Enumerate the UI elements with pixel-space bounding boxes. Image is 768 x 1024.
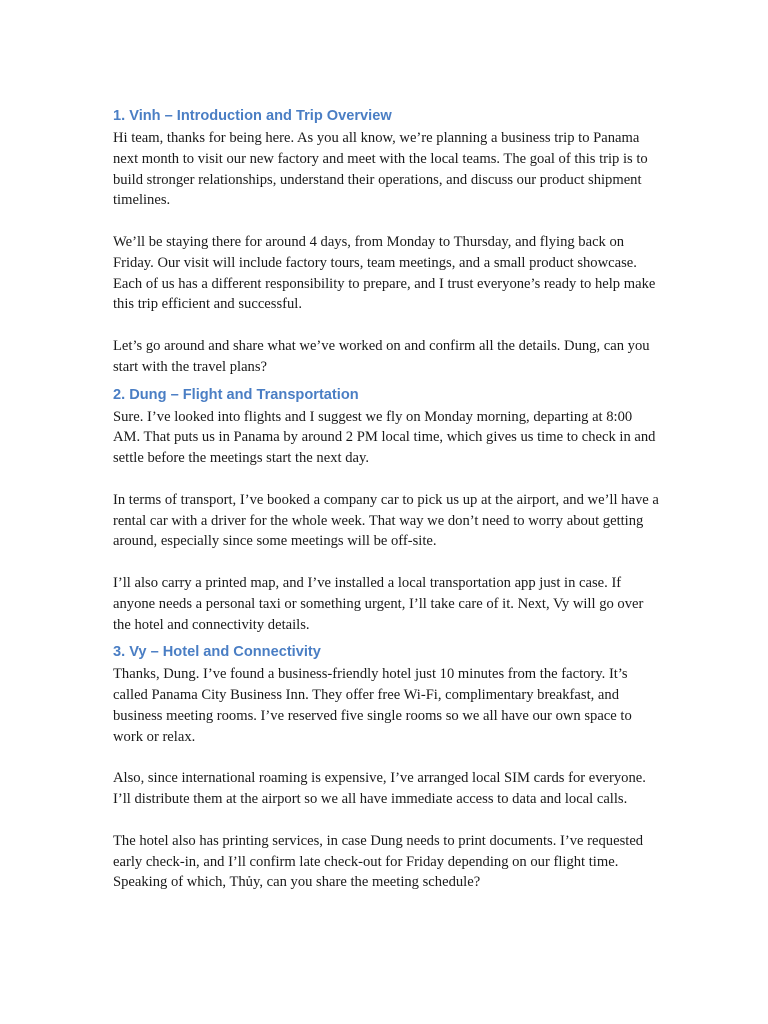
paragraph: Also, since international roaming is expensive, I’ve arranged local SIM cards for everyone. I’ll distribute them at the airport so we all have immediate access to data and local calls. (113, 770, 646, 808)
paragraph: In terms of transport, I’ve booked a company car to pick us up at the airport, and we’ll have a rental car with a driver for the whole week. That way we don’t need to worry about getting around, especially since some meetings will be off-site. (113, 491, 659, 550)
paragraph: The hotel also has printing services, in case Dung needs to print documents. I’ve requested early check-in, and I’ll confirm late check-out for Friday depending on our flight time. Speaking of which, Thủy, can you share the meeting schedule? (113, 832, 644, 891)
paragraph: I’ll also carry a printed map, and I’ve installed a local transportation app just in case. If anyone needs a personal taxi or something urgent, I’ll take care of it. Next, Vy will go over the hotel and connectivity details. (113, 574, 644, 633)
paragraph: Sure. I’ve looked into flights and I suggest we fly on Monday morning, departing at 8:00 AM. That puts us in Panama by around 2 PM local time, which gives us time to check in and settle before the meetings start the next day. (113, 408, 656, 467)
paragraph: Hi team, thanks for being here. As you all know, we’re planning a business trip to Panama next month to visit our new factory and meet with the local teams. The goal of this trip is to build stronger relationships, understand their operations, and discuss our product shipment timelines. (113, 130, 648, 209)
section-heading: 1. Vinh – Introduction and Trip Overview (113, 108, 392, 124)
section-heading: 2. Dung – Flight and Transportation (113, 386, 359, 403)
paragraph: Thanks, Dung. I’ve found a business-friendly hotel just 10 minutes from the factory. It’s called Panama City Business Inn. They offer free Wi-Fi, complimentary breakfast, and business meeting rooms. I’ve reserved five single rooms so we all have our own space to work or relax. (113, 666, 632, 745)
paragraph: We’ll be staying there for around 4 days, from Monday to Thursday, and flying back on Friday. Our visit will include factory tours, team meetings, and a small product showcase. Each of us has a different responsibility to prepare, and I trust everyone’s ready to help make this trip efficient and successful. (113, 233, 656, 313)
document-page (113, 106, 661, 893)
section-vy-hotel-connectivity (113, 642, 661, 893)
paragraph: Let’s go around and share what we’ve worked on and confirm all the details. Dung, can you start with the travel plans? (113, 337, 650, 375)
section-heading: 3. Vy – Hotel and Connectivity (113, 644, 321, 661)
section-dung-flight-transportation (113, 385, 661, 636)
section-vinh-introduction (113, 106, 661, 378)
